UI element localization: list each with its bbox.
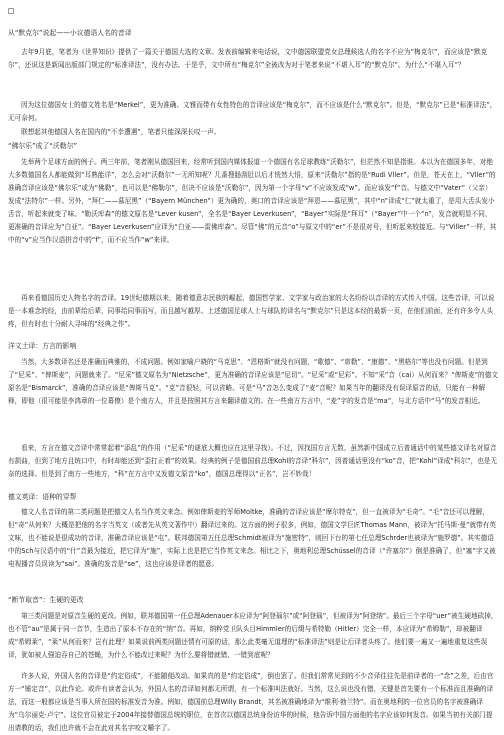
- paragraph-7: 看来，方言在德文音译中常常起着“添乱”的作用（“尼采”的谜底大概也应在这里寻找）。不过，因找国方言无数，虽然新中国成立后普通话中的某些德文译名对原音有损曲，但到了地方且统口中，有时却能还到“歪打正着”的效果。经典的例子是德国前总理Kohl的音译“科尔”，因普通话里没有“ko”音，把“Kohl”译成“科尔”，也是无奈的选择。但是到了南方一些地方，“科”在方言中又发德文原音“ko”，德国总理得以“正名”，岂不妙哉！: [8, 444, 498, 478]
- paragraph-3: 联想起其他德国人名在国内的“不幸遭遇”，笔者只能深深长叹一声。: [21, 128, 221, 136]
- paragraph-10: 许多人说，外国人名的音译是“约定俗成”，不能随便改动。如果真的是“约定俗成”，倒也罢了。但我们常常见到的不少音译往往先是前译者的一“念”之差，后由官方一“锤定音”，以此作论。或许有读者会认为，外国人名的音译如何都无所谓，有一个标准叫法就好。当然，这么说也没有错，关键是首先要有一个标准而且准确的译法，而这一般都应该是当事人所在国的标准发音为准。例如，德国前总理Willy Brandt，其名被准确地译为“维利·勃兰特”。而在奥地利的一位官员的名字被准确译为“乌尔丽克·卢宁”。这位官员被定于2004年接替德国总统的职位，在首次以德国总统身份访华的时候，他告诉中国方面他的名字应该如何发音。如果当初有关部门提出请教的话，我们也许就不会在此对其名字咬文嚼字了。: [8, 672, 494, 732]
- paragraph-8: 德文人名音译的第二类问题是把德文人名当作英文来念。例如俾斯麦的军师Moltke，准确的音译应该是“摩尔特克”，但一直被译为“毛奇”。“毛”音还可以理解，但“奇”从何来？大概是把他的名字当英文（或者先从英文著作中）翻译过来的。这方面的例子很多，例如，德国文学巨匠Thomas Mann，被译为“托马斯·曼”就带有英文味，也不能说是很成功的音译，准确音译应该是“屯”。联邦德国第五任总理Schmidt被译为“施密特”，则回下台的第七任总理Schrder也被译为“施罗德”。其实德语中的Sch与汉语中的“什”音最为接近，把它译为“施”，实际上也是把它当作英文来念。相比之下，奥地利总理Schüssel的音译（“许塞尔”）倒是准确了，但“塞”字又被电视播音员误读为“sai”。准确的发音是“se”，这也应该是译者的愿意。: [8, 508, 497, 568]
- paragraph-1: 去年9月底，笔者为《世界知识》提供了一篇关于德国大选的文章。发表前编辑来电话说，文中德国联盟党女总理候选人的名字不应为“梅克尔”，而应该是“默克尔”，还说这是新闻出版部门规定的“标准译法”，没有办法。于是乎，文中所有“梅克尔”全被改为对于笔者来说“不堪入耳”的“默克尔”。为什么“不堪入耳”？: [8, 48, 488, 69]
- article-title: 从“默克尔”说起——小议德语人名的音译: [8, 29, 132, 37]
- section-heading-4: “断节取音”：生硬的更改: [8, 596, 84, 604]
- section-heading-1: “佛尔乐”成了“沃勒尔”: [8, 142, 78, 150]
- section-heading-3: 德文英译：语种的穿帮: [8, 493, 77, 501]
- paragraph-6: 当然，大多数译名还是准确而典雅的，不成问题。例如家喻户晓的“马克思”、“恩格斯”就没有问题，“歌德”、“席勒”、“康德”、“黑格尔”等也没有问题。但是到了“尼采”、“俾斯麦”，问题就来了。“尼采”德文原名为“Nietzsche”，更为准确的音译应该是“尼切”。“尼采”或“尼彩”。不知“采”音（cai）从何而来？“俾斯麦”的德文原名是“Bismarck”，准确的音译应该是“俾斯马克”。“克”音很轻，可以省略。可是“马”音怎么变成了“麦”音呢？如果当年的翻译没有误译原音的话，只能有一种解释，即他（很可能是李鸿章的一位幕僚）是个南方人，并且是按照其方言来翻译德文的。在一些南方方言中，“麦”字的发音是“ma”，与北方话中“马”的发音相近。: [8, 358, 498, 405]
- paragraph-9: 第三类问题是对原音生硬的更改。例如，联邦德国第一任总理Adenauer本应译为“阿登瑙尔”或“阿登瑙”，但被译为“阿登纳”。最后三个字母“uer”被生硬地砍掉，也不管“au”是属于同一音节，生造出了原本不存在的“纳”音。再如，纳粹党卫队头目Himmler的后缀与希特勒（Hitler）完全一样，本应译为“希姆勒”，却被翻译成“希姆莱”，“莱”从何而来？岂有此理？如果说前两类问题还情有可原的话，那么此类毫无道理的“标准译法”则是让后译者头疼了。他们要一遍又一遍地重复这些误译，犹如被人强迫吞自己的苍蝇，为什么不能改过来呢？为什么要将错就错、一错到底呢？: [8, 612, 498, 659]
- paragraph-5: 再来看德国历史人物名字的音译。19世纪德期以来，随着德意志民族的崛起，德国哲学家、文学家与政治家的大名纷纷以音译的方式传入中国。这些音译，可以说是一本难念的经，由前辈给后辈，同事给同事而写，而且越写越厚。上述德国足球人士与球队的译名与“默克尔”只是这本经的最新一页，在他们前面，还有许多令人头疼，但有时也十分耐人寻味的“经典之作”。: [8, 294, 495, 328]
- section-heading-2: 洋文土译：方言的影响: [8, 342, 77, 350]
- paragraph-4: 先举两个足球方面的例子。两三年前，笔者刚从德国回来，经常听到国内媒体报道一个德国有名足球教练“沃勒尔”，但茫然不知是指谁。本以为在德国多年，对绝大多数德国名人都能做到“耳熟能详”，怎么会对“沃勒尔”一无所知呢？几番搜肠刮肚以后才恍然大悟，原来“沃勒尔”指的是“Rudi Vller”。但是，苍天在上，“Vller”的准确音译应该是“佛尔乐”或为“佛勒”，也可以是“佛勒尔”，但决不应该是“沃勒尔”，因为第一个字母“v”不应该发成“w”。而应该发“f”音。与德文中“Vater”（父亲）发成“法特尔”一样。另外，“拜仁——慕尼黑”（“Bayern München”）更为确的，奥口的音译应该是“拜恩——慕尼黑”，其中“n”译成“仁”就太重了，是用大舌头发小舌音，听起来就变了味。“勒沃库森”的德文原名是“Lever kusen”，全名是“Bayer Leverkusen”，“Bayer”实际是“拜耳”（“Bayer”中一个“n”，发音就明显不同，更准确的音译应为“白亚”。“Bayer Leverkusen”应译为“白亚——雷佛库森”。尽管“佛”的元音“o”与原文中的“er”不是很对号，但听起来较接近。与“Viller”一样，其中的“v”应当作汉语拼音中的“f”，而不应当作“w”来译。: [8, 158, 497, 244]
- page-corner-icon: [8, 8, 14, 14]
- paragraph-2: 因为这位德国女士的德文姓名是“Merkel”，更为准确、文雅而带有女性特色的音译应该是“梅克尔”，而不应该是什么“默克尔”。但是，“默克尔”已是“标准译法”，无可奈何。: [8, 101, 497, 122]
